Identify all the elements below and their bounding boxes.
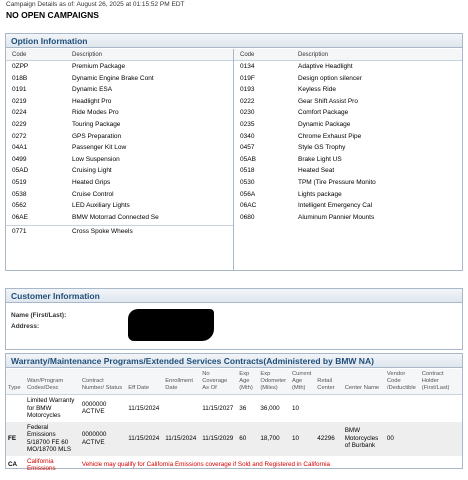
option-row (6, 225, 233, 237)
warranty-cell-type (6, 395, 25, 422)
description-header: Description (298, 52, 329, 58)
warranty-column-header: Contract Number/ Status (80, 369, 126, 395)
option-code: 0771 (12, 228, 27, 236)
warranty-cell-curage: 10 (290, 422, 315, 456)
option-code: 0224 (12, 109, 27, 117)
option-row (6, 189, 233, 201)
option-description: Cruising Light (72, 167, 112, 175)
option-description: Dynamic Engine Brake Cont (72, 74, 154, 82)
option-code: 0219 (12, 97, 27, 105)
option-row (6, 212, 233, 224)
option-row (234, 142, 462, 154)
option-description: Intelligent Emergency Cal (298, 202, 373, 210)
warranty-cell-center (343, 395, 385, 422)
option-description: Lights package (298, 190, 342, 198)
warranty-cell-center: BMW Motorcycles of Burbank (343, 422, 385, 456)
option-row (234, 189, 462, 201)
option-column-right (234, 49, 462, 271)
option-row (6, 119, 233, 131)
option-row (234, 96, 462, 108)
option-code: 019F (240, 74, 255, 82)
table-row (6, 456, 462, 475)
warranty-cell-holder (420, 422, 462, 456)
warranty-cell-vendor (385, 395, 420, 422)
option-description: Heated Seat (298, 167, 335, 175)
option-column-left (6, 49, 234, 271)
option-description: LED Auxiliary Lights (72, 202, 130, 210)
warranty-cell-contract: 0000000 ACTIVE (81, 400, 107, 416)
option-description: Dynamic Package (298, 120, 351, 128)
customer-information-panel (5, 288, 463, 350)
option-description: Brake Light US (298, 155, 342, 163)
option-code: 0562 (12, 202, 27, 210)
warranty-cell-type: CA (8, 461, 18, 469)
warranty-column-header: Enrollment Date (163, 369, 200, 395)
warranty-cell-nocov: 11/15/2027 (202, 404, 234, 412)
option-code: 0538 (12, 190, 27, 198)
option-row (6, 84, 233, 96)
option-description: Cross Spoke Wheels (72, 228, 133, 236)
warranty-cell-program: Limited Warranty for BMW Motorcycles (26, 397, 75, 419)
warranty-column-header: Retail Center (315, 369, 342, 395)
warranty-panel (5, 353, 463, 472)
option-information-title: Option Information (6, 34, 462, 48)
warranty-cell-type: FE (6, 422, 25, 456)
option-row (234, 84, 462, 96)
option-code: 0499 (12, 155, 27, 163)
warranty-column-header: Contract Holder (First/Last) (420, 369, 462, 395)
option-code: 0272 (12, 132, 27, 140)
code-header: Code (240, 52, 255, 58)
option-description: Cruise Control (72, 190, 114, 198)
redaction-block (128, 309, 214, 341)
option-description: Aluminum Pannier Mounts (298, 213, 375, 221)
option-row (6, 200, 233, 212)
warranty-cell-vendor: 00 (385, 422, 420, 456)
warranty-title: Warranty/Maintenance Programs/Extended Services Contracts(Administered by BMW NA) (6, 354, 462, 368)
warranty-cell-eff: 11/15/2024 (128, 404, 160, 412)
option-code: 0222 (240, 97, 255, 105)
option-code: 018B (12, 74, 28, 82)
warranty-cell-expage: 36 (239, 404, 247, 412)
option-code: 0229 (12, 120, 27, 128)
option-row (6, 131, 233, 143)
warranty-column-header: Exp Age (Mth) (237, 369, 258, 395)
option-description: Ride Modes Pro (72, 109, 119, 117)
warranty-table (6, 369, 462, 475)
california-emissions-message: Vehicle may qualify for California Emissions coverage if Sold and Registered in California (81, 461, 330, 469)
warranty-column-header: No Coverage As Of (200, 369, 237, 395)
option-code: 0340 (240, 132, 255, 140)
option-row (234, 119, 462, 131)
campaign-details-line: Campaign Details as of: August 26, 2025 at 01:15:52 PM EDT (6, 1, 185, 8)
option-description: Heated Grips (72, 178, 111, 186)
warranty-cell-retail (315, 395, 342, 422)
option-code: 0193 (240, 86, 255, 94)
option-code: 0230 (240, 109, 255, 117)
option-code: 0530 (240, 178, 255, 186)
option-row (234, 177, 462, 189)
option-row (6, 177, 233, 189)
option-row (6, 142, 233, 154)
option-description: Chrome Exhaust Pipe (298, 132, 362, 140)
option-code: 0ZPP (12, 63, 29, 70)
option-code: 04A1 (12, 144, 28, 152)
option-description: Premium Package (72, 63, 126, 70)
option-code: 05AD (12, 167, 29, 175)
option-code: 0518 (240, 167, 255, 175)
option-description: Style GS Trophy (298, 144, 346, 152)
warranty-column-header: Current Age (Mth) (290, 369, 315, 395)
table-row (6, 395, 462, 422)
option-code: 0235 (240, 120, 255, 128)
warranty-column-header: Eff Date (126, 369, 163, 395)
warranty-column-header: Exp Odometer (Miles) (258, 369, 290, 395)
option-header-right (234, 49, 462, 61)
address-label: Address: (11, 323, 40, 330)
option-description: Dynamic ESA (72, 86, 113, 94)
option-description: Low Suspension (72, 155, 120, 163)
option-description: Passenger Kit Low (72, 144, 127, 152)
warranty-cell-expodo: 18,700 (258, 422, 290, 456)
option-code: 0191 (12, 86, 27, 94)
option-code: 0134 (240, 63, 255, 70)
warranty-cell-retail: 42296 (315, 422, 342, 456)
option-description: Design option silencer (298, 74, 362, 82)
option-description: GPS Preparation (72, 132, 122, 140)
warranty-cell-program: California Emissions (26, 457, 56, 472)
warranty-cell-curage: 10 (291, 404, 299, 412)
option-code: 056A (240, 190, 256, 198)
option-row (6, 61, 233, 73)
option-row (234, 154, 462, 166)
option-description: Adaptive Headlight (298, 63, 353, 70)
warranty-cell-enroll: 11/15/2024 (163, 422, 200, 456)
option-row (234, 165, 462, 177)
warranty-cell-eff: 11/15/2024 (126, 422, 163, 456)
option-row (234, 200, 462, 212)
code-header: Code (12, 52, 27, 58)
customer-information-title: Customer Information (6, 289, 462, 303)
option-description: Comfort Package (298, 109, 349, 117)
option-row (234, 131, 462, 143)
option-code: 06AE (12, 213, 28, 221)
option-code: 0457 (240, 144, 255, 152)
warranty-cell-program: Federal Emissions 5/18700 FE 60 MO/18700 MLS (25, 422, 80, 456)
warranty-column-header: Center Name (343, 369, 385, 395)
warranty-cell-holder (420, 395, 462, 422)
option-row (6, 165, 233, 177)
warranty-cell-expage: 60 (237, 422, 258, 456)
warranty-column-header: Type (6, 369, 25, 395)
option-description: Keyless Ride (298, 86, 336, 94)
option-description: Gear Shift Assist Pro (298, 97, 358, 105)
option-description: Headlight Pro (72, 97, 112, 105)
table-row (6, 422, 462, 456)
option-row (234, 73, 462, 85)
warranty-cell-expodo: 36,000 (260, 404, 280, 412)
option-row (6, 73, 233, 85)
name-label: Name (First/Last): (11, 312, 67, 319)
warranty-column-header: Warr/Program Codes/Desc (25, 369, 80, 395)
option-description: TPM (Tire Pressure Monito (298, 178, 376, 186)
option-information-panel (5, 33, 463, 271)
option-description: Touring Package (72, 120, 121, 128)
campaign-status-title: NO OPEN CAMPAIGNS (6, 10, 99, 20)
description-header: Description (72, 52, 103, 58)
option-code: 0680 (240, 213, 255, 221)
option-code: 0519 (12, 178, 27, 186)
option-header-left (6, 49, 233, 61)
option-row (6, 154, 233, 166)
option-row (6, 107, 233, 119)
warranty-column-header: Vendor Code /Deductible (385, 369, 420, 395)
option-code: 06AC (240, 202, 257, 210)
warranty-cell-nocov: 11/15/2029 (200, 422, 237, 456)
warranty-cell-enroll (163, 395, 200, 422)
option-row (234, 212, 462, 224)
option-row (234, 107, 462, 119)
option-row (234, 61, 462, 73)
option-code: 05AB (240, 155, 256, 163)
option-row (6, 96, 233, 108)
option-description: BMW Motorrad Connected Se (72, 213, 159, 221)
warranty-cell-contract: 0000000 ACTIVE (80, 422, 126, 456)
